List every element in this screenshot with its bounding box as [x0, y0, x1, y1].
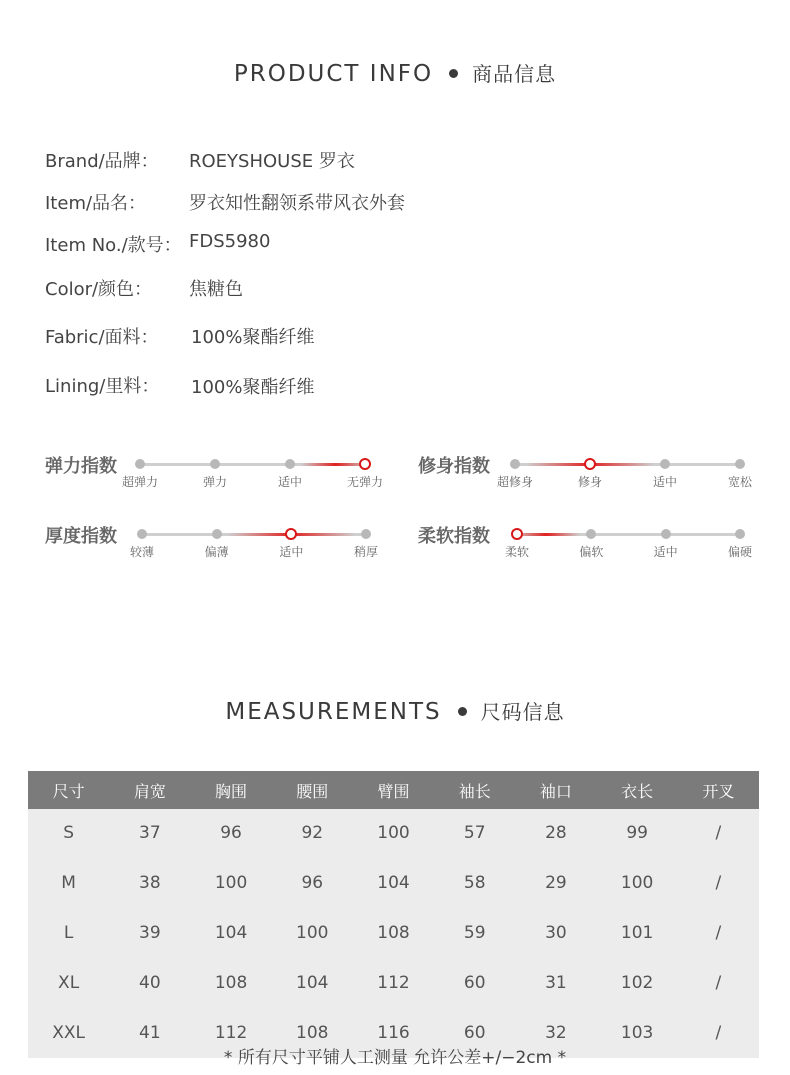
- product-info-title: [0, 58, 790, 87]
- size-table-header: [28, 771, 759, 809]
- scale-label: 适中: [652, 475, 678, 489]
- header-waist: 腰围: [272, 771, 353, 809]
- size-table: [28, 771, 759, 1058]
- elasticity-index-scale: [121, 459, 384, 489]
- scale-label: 适中: [277, 475, 303, 489]
- scale-node: [735, 459, 745, 469]
- table-cell: 92: [272, 809, 353, 858]
- scale-label: 无弹力: [346, 475, 384, 489]
- scale-node: [285, 459, 295, 469]
- scale-label: 柔软: [504, 545, 530, 559]
- table-cell: 41: [109, 1008, 190, 1058]
- table-cell: 100: [272, 908, 353, 958]
- scale-node: [586, 529, 596, 539]
- scale-label: 弹力: [202, 475, 228, 489]
- table-cell: XXL: [28, 1008, 109, 1058]
- header-shoulder: 肩宽: [109, 771, 190, 809]
- table-cell: 104: [272, 958, 353, 1008]
- table-cell: 104: [353, 858, 434, 908]
- table-cell: 60: [434, 958, 515, 1008]
- table-cell: 28: [515, 809, 596, 858]
- table-cell: 103: [597, 1008, 678, 1058]
- measurement-note: * 所有尺寸平铺人工测量 允许公差+/−2cm *: [223, 1048, 567, 1068]
- table-cell: 108: [190, 958, 271, 1008]
- table-cell: 116: [353, 1008, 434, 1058]
- table-cell: 38: [109, 858, 190, 908]
- scale-node: [510, 459, 520, 469]
- table-cell: /: [678, 958, 759, 1008]
- table-cell: M: [28, 858, 109, 908]
- fit-index-title: 修身指数: [418, 456, 490, 477]
- product-info-title-cn: 商品信息: [472, 62, 557, 86]
- table-cell: 40: [109, 958, 190, 1008]
- table-cell: XL: [28, 958, 109, 1008]
- scale-label: 适中: [653, 545, 678, 559]
- measurements-title: [0, 696, 790, 725]
- header-chest: 胸围: [190, 771, 271, 809]
- color-value: 焦糖色: [189, 279, 243, 300]
- table-cell: 102: [597, 958, 678, 1008]
- table-cell: /: [678, 1008, 759, 1058]
- color-label: Color/颜色：: [45, 279, 153, 300]
- scale-label: 较薄: [129, 545, 155, 559]
- table-cell: 58: [434, 858, 515, 908]
- scale-label: 偏薄: [204, 545, 229, 559]
- table-cell: S: [28, 809, 109, 858]
- scale-label: 偏软: [579, 545, 604, 559]
- thickness-index-scale: [129, 529, 379, 559]
- product-info-title-en: PRODUCT INFO: [233, 61, 434, 87]
- scale-node: [660, 459, 670, 469]
- fabric-value: 100%聚酯纤维: [191, 327, 315, 348]
- table-cell: 59: [434, 908, 515, 958]
- table-cell: 100: [190, 858, 271, 908]
- scale-label: 修身: [577, 475, 603, 489]
- lining-value: 100%聚酯纤维: [191, 377, 315, 398]
- scale-node: [735, 529, 745, 539]
- table-cell: 112: [353, 958, 434, 1008]
- table-cell: 29: [515, 858, 596, 908]
- scale-node: [661, 529, 671, 539]
- brand-label: Brand/品牌：: [45, 151, 159, 172]
- table-row: [28, 858, 759, 908]
- item-label: Item/品名：: [45, 193, 147, 214]
- table-cell: L: [28, 908, 109, 958]
- table-cell: 108: [353, 908, 434, 958]
- table-cell: 96: [190, 809, 271, 858]
- table-cell: 60: [434, 1008, 515, 1058]
- table-cell: 30: [515, 908, 596, 958]
- table-cell: 37: [109, 809, 190, 858]
- table-cell: 32: [515, 1008, 596, 1058]
- bullet-dot-icon: [458, 707, 467, 716]
- scale-node: [210, 459, 220, 469]
- scale-node: [137, 529, 147, 539]
- item-no-value: FDS5980: [189, 231, 271, 252]
- table-cell: 100: [597, 858, 678, 908]
- table-cell: 100: [353, 809, 434, 858]
- bullet-dot-icon: [449, 69, 458, 78]
- table-cell: 108: [272, 1008, 353, 1058]
- header-length: 衣长: [597, 771, 678, 809]
- table-cell: 104: [190, 908, 271, 958]
- softness-index-title: 柔软指数: [418, 526, 490, 547]
- fit-index-scale: [496, 459, 753, 489]
- table-cell: 57: [434, 809, 515, 858]
- softness-index-scale: [504, 529, 753, 559]
- table-row: [28, 958, 759, 1008]
- scale-label: 宽松: [727, 475, 753, 489]
- scale-node: [361, 529, 371, 539]
- table-cell: /: [678, 858, 759, 908]
- scale-label: 稍厚: [353, 545, 379, 559]
- table-cell: 39: [109, 908, 190, 958]
- scale-node: [212, 529, 222, 539]
- measurements-title-cn: 尺码信息: [480, 700, 565, 724]
- table-cell: /: [678, 809, 759, 858]
- scale-label: 适中: [279, 545, 304, 559]
- scale-node-selected: [511, 528, 523, 540]
- header-arm: 臂围: [353, 771, 434, 809]
- header-sleeve-length: 袖长: [434, 771, 515, 809]
- elasticity-index-title: 弹力指数: [45, 456, 117, 477]
- table-cell: 31: [515, 958, 596, 1008]
- scale-node: [135, 459, 145, 469]
- table-cell: 99: [597, 809, 678, 858]
- item-value: 罗衣知性翻领系带风衣外套: [189, 193, 405, 214]
- lining-label: Lining/里料：: [45, 376, 160, 397]
- scale-node-selected: [584, 458, 596, 470]
- fabric-label: Fabric/面料：: [45, 327, 159, 348]
- table-cell: 101: [597, 908, 678, 958]
- thickness-index-title: 厚度指数: [45, 526, 117, 547]
- header-slit: 开叉: [678, 771, 759, 809]
- table-cell: 112: [190, 1008, 271, 1058]
- scale-node-selected: [359, 458, 371, 470]
- brand-value: ROEYSHOUSE 罗衣: [189, 151, 355, 172]
- table-cell: /: [678, 908, 759, 958]
- scale-node-selected: [285, 528, 297, 540]
- scale-label: 偏硬: [727, 545, 753, 559]
- table-row: [28, 809, 759, 858]
- item-no-label: Item No./款号：: [45, 235, 182, 256]
- header-size: 尺寸: [28, 771, 109, 809]
- scale-label: 超修身: [496, 475, 534, 489]
- table-row: [28, 908, 759, 958]
- measurements-title-en: MEASUREMENTS: [225, 699, 442, 725]
- table-cell: 96: [272, 858, 353, 908]
- scale-label: 超弹力: [121, 475, 159, 489]
- header-cuff: 袖口: [515, 771, 596, 809]
